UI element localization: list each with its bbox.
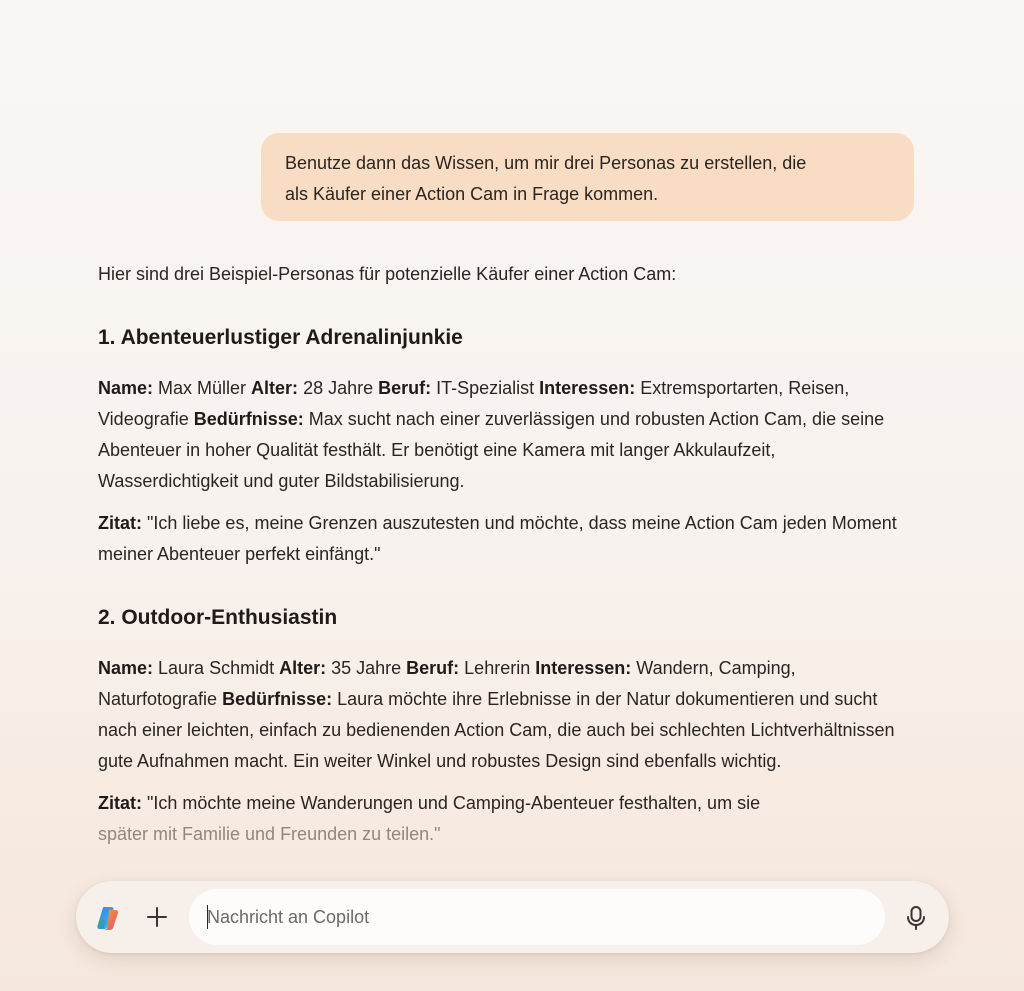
persona-needs: Laura möchte ihre Erlebnisse in der Natur dokumentieren und sucht nach einer leichten, einfach zu bedienenden Action Cam, die auch bei schlechten Lichtverhältnissen gute Aufnahmen macht. Ein weiter Winkel und robustes Design sind ebenfalls wichtig.: [98, 689, 895, 771]
add-attachment-button[interactable]: [142, 902, 172, 932]
persona-quote-text: "Ich möchte meine Wanderungen und Camping-Abenteuer festhalten, um sie: [142, 793, 761, 813]
persona-job: IT-Spezialist: [431, 378, 540, 398]
assistant-reply: [98, 259, 898, 850]
user-message-line: als Käufer einer Action Cam in Frage kommen.: [285, 184, 659, 204]
needs-label: Bedürfnisse:: [193, 409, 304, 429]
microphone-button[interactable]: [900, 902, 932, 934]
job-label: Beruf:: [406, 658, 460, 678]
name-label: Name:: [98, 378, 154, 398]
persona-details: [98, 653, 898, 777]
interests-label: Interessen:: [539, 378, 636, 398]
text-caret: [207, 905, 208, 929]
name-label: Name:: [98, 658, 154, 678]
message-input[interactable]: [207, 889, 867, 945]
persona-name: Max Müller: [153, 378, 252, 398]
persona-name: Laura Schmidt: [153, 658, 280, 678]
persona-interests: Extremsportarten, Reisen, Videografie: [98, 378, 850, 429]
persona-quote: [98, 788, 898, 850]
persona-age: 28 Jahre: [298, 378, 379, 398]
message-composer: [76, 881, 949, 953]
needs-label: Bedürfnisse:: [222, 689, 333, 709]
quote-label: Zitat:: [98, 793, 142, 813]
plus-icon: [146, 906, 168, 928]
persona-needs: Max sucht nach einer zuverlässigen und robusten Action Cam, die seine Abenteuer in hoher Qualität festhält. Er benötigt eine Kamera mit langer Akkulaufzeit, Wasserdichtigkeit und guter Bildstabilisierung.: [98, 409, 885, 491]
persona-details: [98, 373, 898, 497]
quote-label: Zitat:: [98, 513, 142, 533]
interests-label: Interessen:: [535, 658, 632, 678]
persona-age: 35 Jahre: [326, 658, 407, 678]
user-message-line: Benutze dann das Wissen, um mir drei Personas zu erstellen, die: [285, 153, 807, 173]
microphone-icon: [905, 905, 927, 931]
persona-heading: 1. Abenteuerlustiger Adrenalinjunkie: [98, 326, 463, 349]
user-message-bubble: [261, 133, 914, 221]
persona-heading: 2. Outdoor-Enthusiastin: [98, 606, 338, 629]
persona-quote-text: "Ich liebe es, meine Grenzen auszutesten und möchte, dass meine Action Cam jeden Moment meiner Abenteuer perfekt einfängt.": [98, 513, 897, 564]
message-input-wrapper[interactable]: [189, 889, 885, 945]
reply-intro: Hier sind drei Beispiel-Personas für potenzielle Käufer einer Action Cam:: [98, 264, 677, 284]
persona-job: Lehrerin: [459, 658, 536, 678]
job-label: Beruf:: [378, 378, 432, 398]
copilot-logo-icon[interactable]: [95, 904, 123, 932]
persona-quote-text-faded: später mit Familie und Freunden zu teilen.": [98, 824, 441, 844]
age-label: Alter:: [279, 658, 327, 678]
persona-quote: [98, 508, 898, 570]
persona-interests: Wandern, Camping, Naturfotografie: [98, 658, 796, 709]
age-label: Alter:: [251, 378, 299, 398]
